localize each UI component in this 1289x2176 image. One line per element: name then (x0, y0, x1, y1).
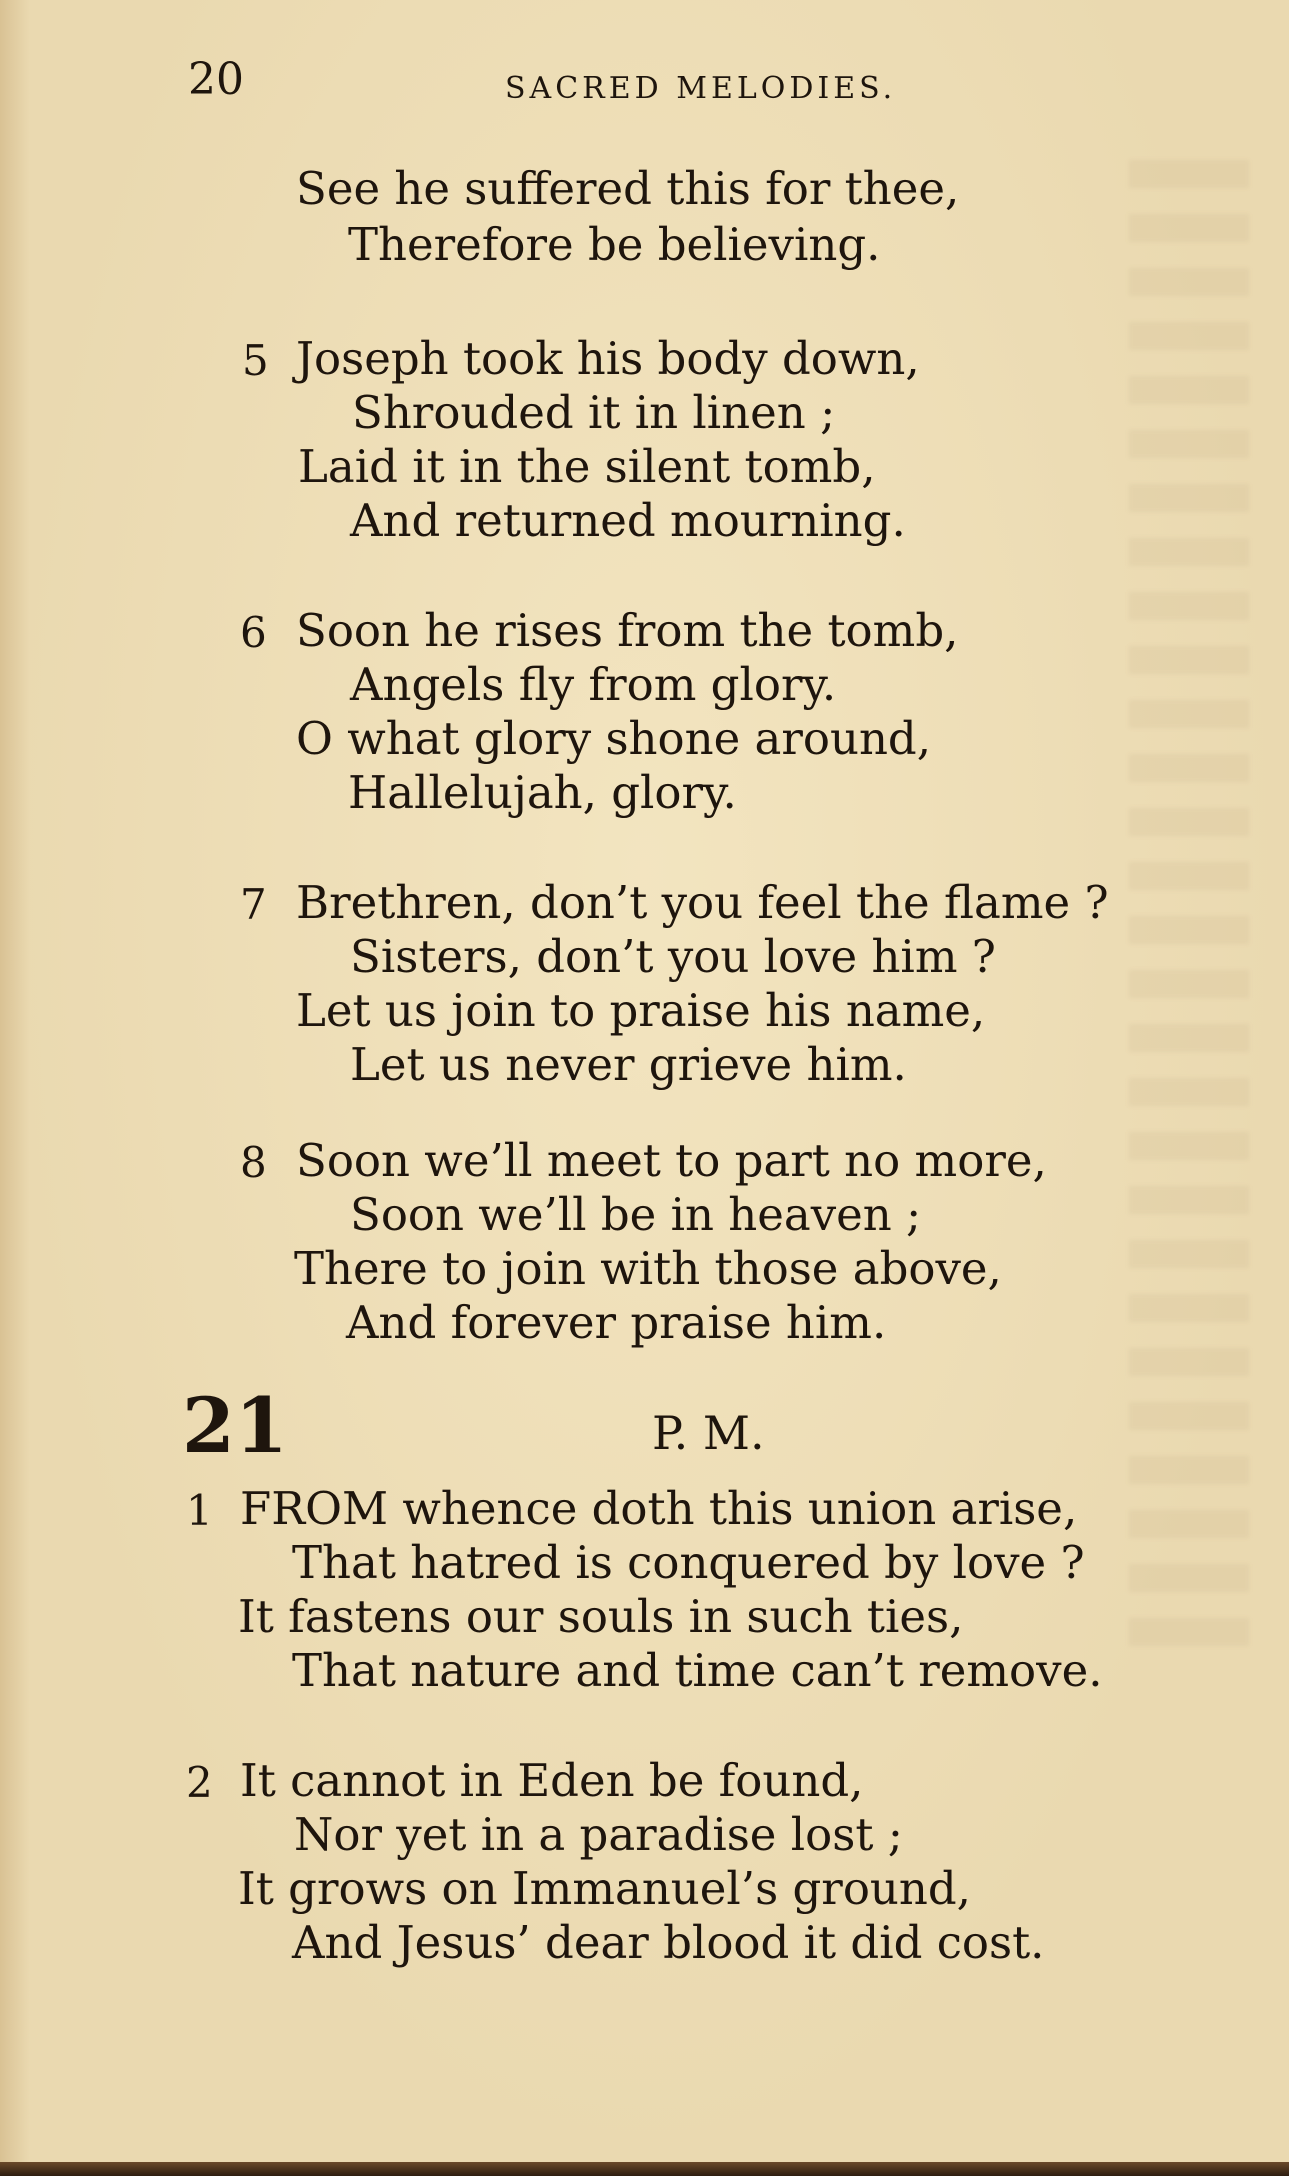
verse-line: Soon he rises from the tomb, (296, 604, 959, 657)
verse-line: Let us join to praise his name, (296, 984, 986, 1037)
stanza-number: 7 (240, 880, 267, 929)
verse-line: FROM whence doth this union arise, (240, 1482, 1078, 1535)
verse-line: It cannot in Eden be found, (240, 1754, 864, 1807)
stanza-number: 8 (240, 1138, 267, 1187)
show-through-bleed (1129, 160, 1249, 1660)
verse-line: Let us never grieve him. (350, 1038, 907, 1091)
verse-line: Nor yet in a paradise lost ; (294, 1808, 903, 1861)
verse-line: Hallelujah, glory. (348, 766, 737, 819)
stanza-number: 2 (186, 1758, 213, 1807)
verse-line: That nature and time can’t remove. (292, 1644, 1103, 1697)
verse-line: Laid it in the silent tomb, (298, 440, 876, 493)
verse-line: Therefore be believing. (348, 218, 881, 271)
verse-line: See he suffered this for thee, (296, 162, 960, 215)
verse-line: And forever praise him. (346, 1296, 887, 1349)
verse-line: And Jesus’ dear blood it did cost. (292, 1916, 1045, 1969)
hymn-meter: P. M. (652, 1406, 765, 1460)
verse-line: Brethren, don’t you feel the flame ? (296, 876, 1109, 929)
stanza-number: 1 (186, 1486, 213, 1535)
verse-line: Soon we’ll be in heaven ; (350, 1188, 922, 1241)
verse-line: Shrouded it in linen ; (352, 386, 836, 439)
page-bottom-edge (0, 2162, 1289, 2176)
hymn-number: 21 (182, 1381, 288, 1470)
verse-line: Angels fly from glory. (350, 658, 837, 711)
running-title: SACRED MELODIES. (505, 71, 897, 106)
verse-line: There to join with those above, (294, 1242, 1002, 1295)
verse-line: And returned mourning. (350, 494, 906, 547)
verse-line: That hatred is conquered by love ? (292, 1536, 1085, 1589)
stanza-number: 6 (240, 608, 267, 657)
verse-line: It fastens our souls in such ties, (238, 1590, 964, 1643)
verse-line: O what glory shone around, (296, 712, 932, 765)
verse-line: Soon we’ll meet to part no more, (296, 1134, 1047, 1187)
stanza-number: 5 (242, 336, 269, 385)
page-number: 20 (188, 54, 244, 105)
verse-line: Joseph took his body down, (296, 332, 920, 385)
verse-line: Sisters, don’t you love him ? (350, 930, 996, 983)
verse-line: It grows on Immanuel’s ground, (238, 1862, 971, 1915)
